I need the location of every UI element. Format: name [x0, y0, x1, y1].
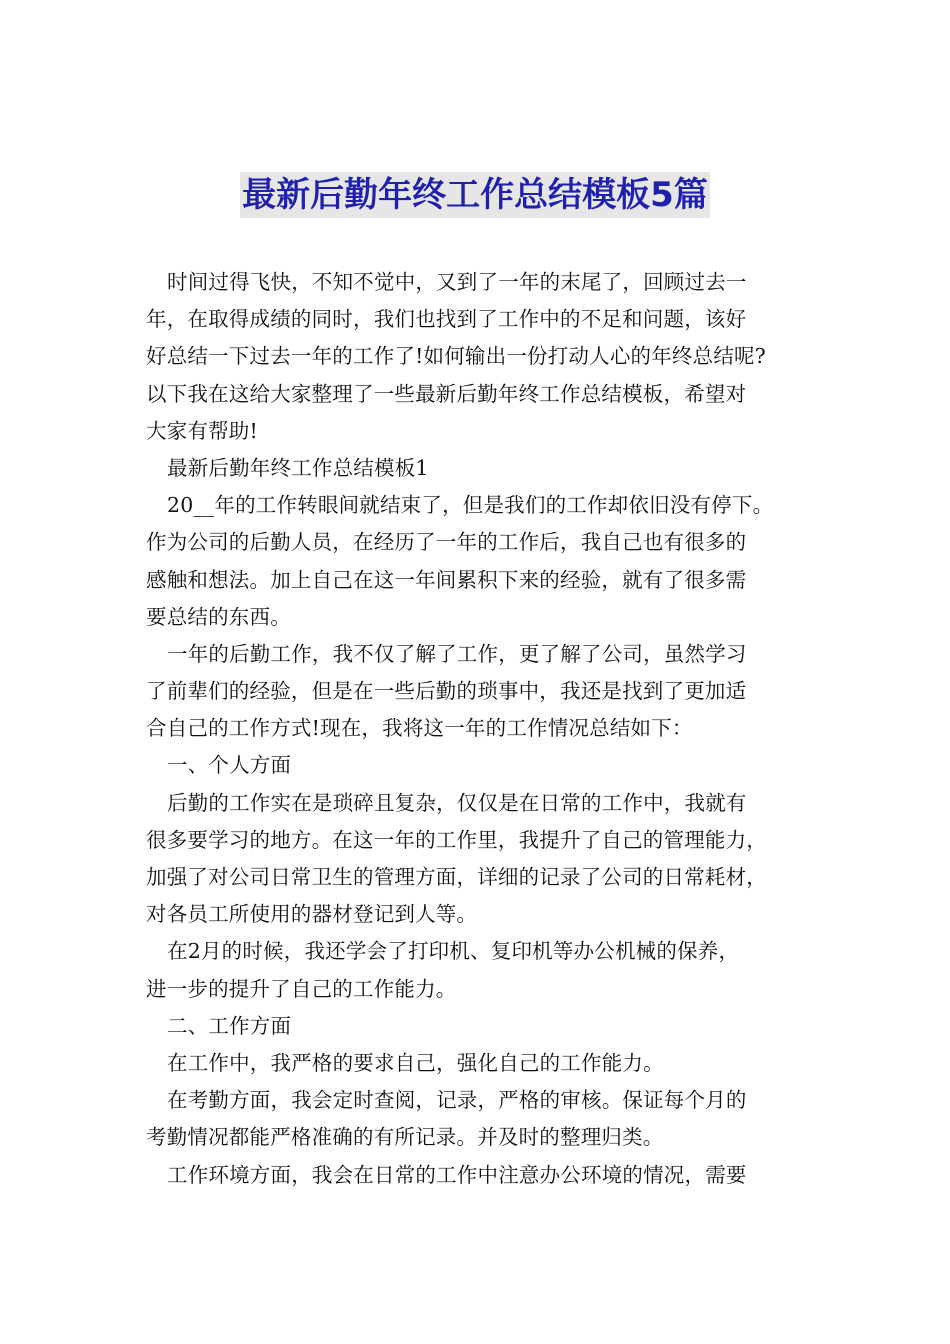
text-line: 最新后勤年终工作总结模板1	[167, 455, 429, 480]
text-line: 大家有帮助!	[146, 418, 258, 443]
text-line: 合自己的工作方式!现在，我将这一年的工作情况总结如下：	[146, 716, 693, 741]
text-line: 在考勤方面，我会定时查阅，记录，严格的审核。保证每个月的	[167, 1088, 747, 1113]
text-line: 一年的后勤工作，我不仅了解了工作，更了解了公司，虽然学习	[167, 641, 747, 666]
text-line: 时间过得飞快，不知不觉中，又到了一年的末尾了，回顾过去一	[167, 270, 747, 294]
text-line: 工作环境方面，我会在日常的工作中注意办公环境的情况，需要	[167, 1162, 747, 1187]
text-line: 一、个人方面	[167, 753, 292, 778]
text-line: 二、工作方面	[167, 1013, 292, 1038]
text-line: 20__年的工作转眼间就结束了，但是我们的工作却依旧没有停下。	[167, 493, 774, 518]
text-line: 进一步的提升了自己的工作能力。	[146, 976, 457, 1001]
text-line: 考勤情况都能严格准确的有所记录。并及时的整理归类。	[146, 1125, 664, 1150]
text-line: 在2月的时候，我还学会了打印机、复印机等办公机械的保养，	[167, 939, 740, 964]
text-line: 后勤的工作实在是琐碎且复杂，仅仅是在日常的工作中，我就有	[167, 790, 747, 815]
text-line: 很多要学习的地方。在这一年的工作里，我提升了自己的管理能力，	[146, 827, 767, 852]
text-line: 作为公司的后勤人员，在经历了一年的工作后，我自己也有很多的	[146, 530, 747, 555]
text-line: 加强了对公司日常卫生的管理方面，详细的记录了公司的日常耗材，	[146, 865, 767, 889]
document-title-block	[0, 172, 950, 229]
text-line: 对各员工所使用的器材登记到人等。	[146, 902, 478, 927]
text-line: 了前辈们的经验，但是在一些后勤的琐事中，我还是找到了更加适	[146, 679, 747, 704]
text-line: 要总结的东西。	[146, 604, 291, 629]
text-line: 感触和想法。加上自己在这一年间累积下来的经验，就有了很多需	[146, 567, 747, 592]
text-line: 在工作中，我严格的要求自己，强化自己的工作能力。	[167, 1050, 664, 1075]
text-line: 以下我在这给大家整理了一些最新后勤年终工作总结模板，希望对	[146, 381, 747, 406]
document-body	[146, 264, 808, 1194]
text-line: 好总结一下过去一年的工作了!如何输出一份打动人心的年终总结呢?	[146, 344, 766, 369]
text-line: 年，在取得成绩的同时，我们也找到了工作中的不足和问题，该好	[146, 307, 747, 332]
document-title: 最新后勤年终工作总结模板5篇	[240, 172, 710, 218]
